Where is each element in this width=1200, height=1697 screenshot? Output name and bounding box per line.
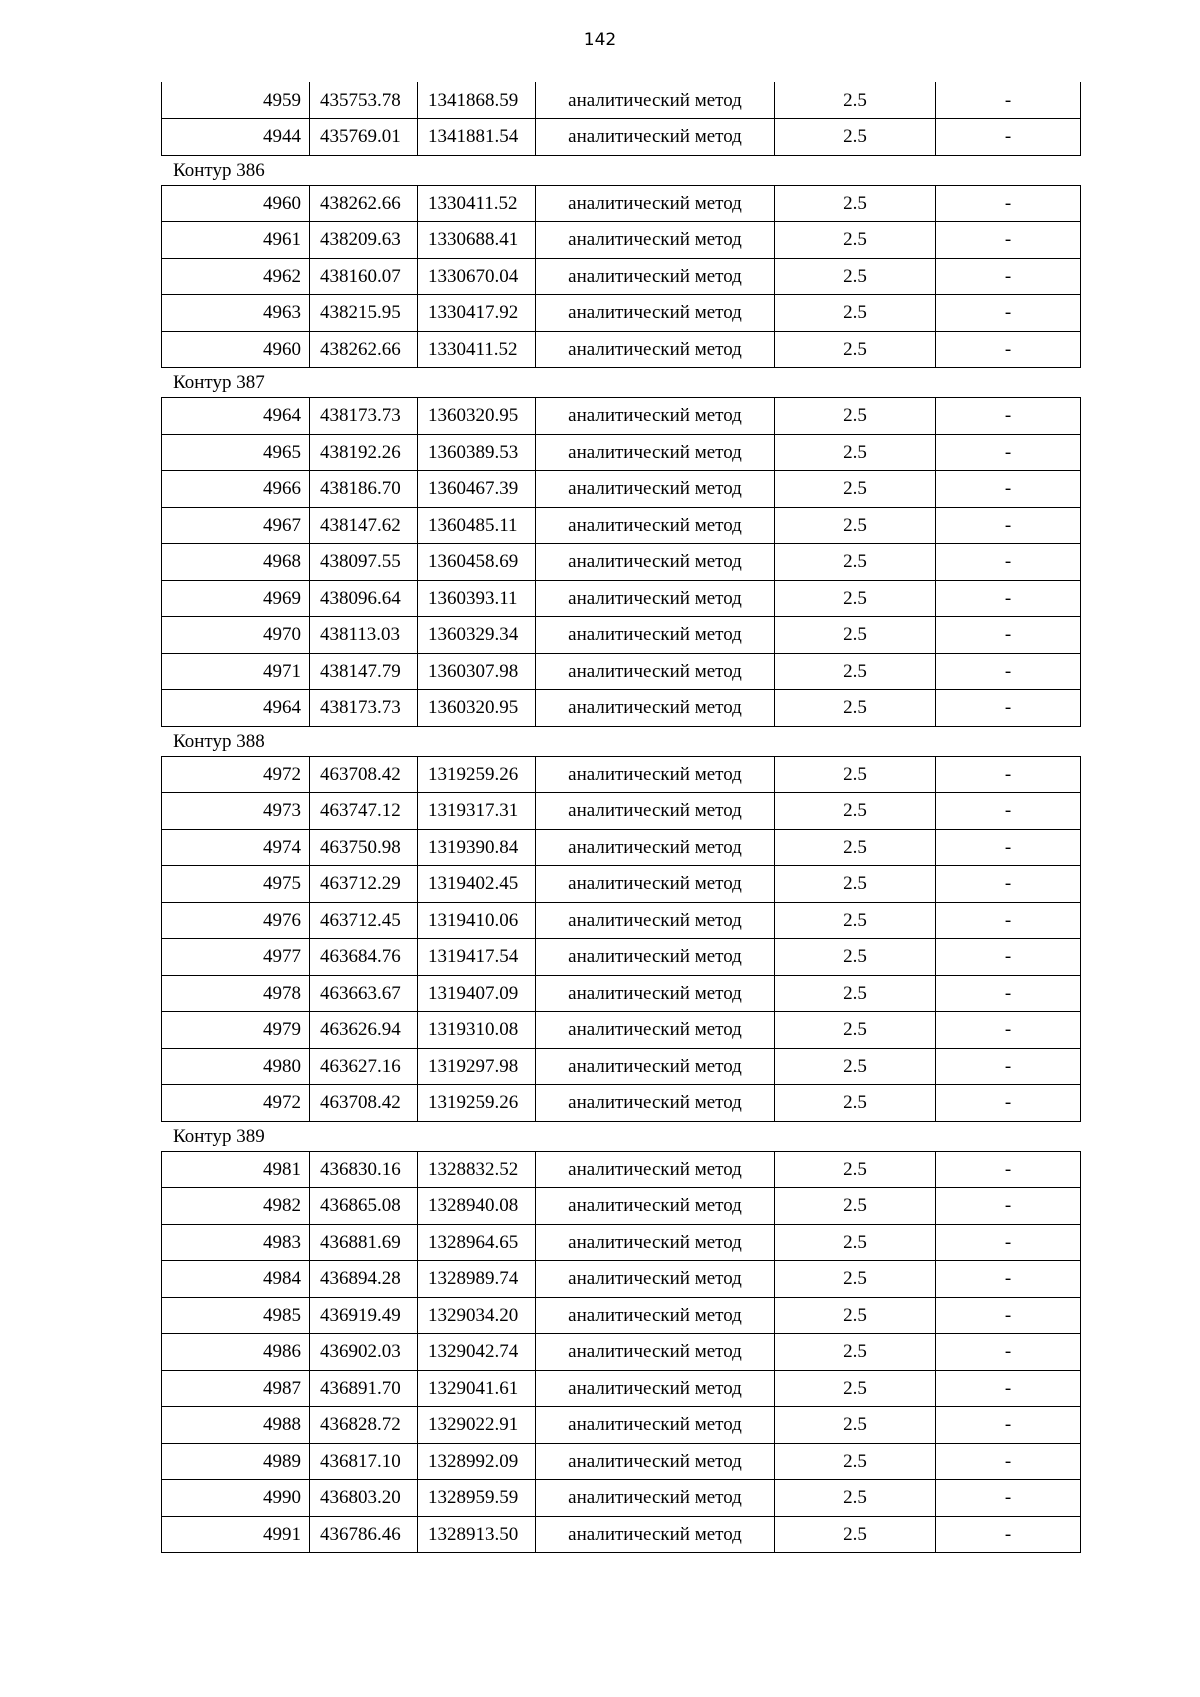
coordinate-x-cell: 463747.12	[310, 793, 418, 830]
point-number-cell: 4963	[162, 295, 310, 332]
coordinate-y-cell: 1319390.84	[418, 829, 536, 866]
coordinate-x-cell: 436891.70	[310, 1370, 418, 1407]
method-cell: аналитический метод	[536, 653, 775, 690]
table-row	[162, 471, 1081, 508]
accuracy-cell: 2.5	[775, 793, 936, 830]
coordinate-y-cell: 1328940.08	[418, 1188, 536, 1225]
note-cell: -	[936, 82, 1081, 119]
coordinate-x-cell: 438262.66	[310, 331, 418, 368]
coordinate-x-cell: 435769.01	[310, 119, 418, 156]
table-row	[162, 1370, 1081, 1407]
accuracy-cell: 2.5	[775, 471, 936, 508]
accuracy-cell: 2.5	[775, 434, 936, 471]
table-row	[162, 1480, 1081, 1517]
method-cell: аналитический метод	[536, 331, 775, 368]
contour-label: Контур 389	[173, 1125, 265, 1147]
accuracy-cell: 2.5	[775, 1370, 936, 1407]
coordinate-x-cell: 463750.98	[310, 829, 418, 866]
note-cell: -	[936, 1370, 1081, 1407]
coordinate-y-cell: 1360467.39	[418, 471, 536, 508]
coordinate-x-cell: 463708.42	[310, 756, 418, 793]
table-row	[162, 1151, 1081, 1188]
method-cell: аналитический метод	[536, 471, 775, 508]
method-cell: аналитический метод	[536, 793, 775, 830]
table-row	[162, 398, 1081, 435]
method-cell: аналитический метод	[536, 507, 775, 544]
coordinates-table	[161, 397, 1081, 727]
coordinate-x-cell: 436803.20	[310, 1480, 418, 1517]
coordinate-x-cell: 438160.07	[310, 258, 418, 295]
method-cell: аналитический метод	[536, 1085, 775, 1122]
point-number-cell: 4972	[162, 756, 310, 793]
note-cell: -	[936, 119, 1081, 156]
coordinate-y-cell: 1360320.95	[418, 690, 536, 727]
accuracy-cell: 2.5	[775, 653, 936, 690]
coordinate-x-cell: 463708.42	[310, 1085, 418, 1122]
point-number-cell: 4944	[162, 119, 310, 156]
accuracy-cell: 2.5	[775, 975, 936, 1012]
note-cell: -	[936, 331, 1081, 368]
note-cell: -	[936, 829, 1081, 866]
table-row	[162, 690, 1081, 727]
coordinate-x-cell: 463627.16	[310, 1048, 418, 1085]
note-cell: -	[936, 580, 1081, 617]
accuracy-cell: 2.5	[775, 580, 936, 617]
accuracy-cell: 2.5	[775, 398, 936, 435]
table-row	[162, 1188, 1081, 1225]
point-number-cell: 4969	[162, 580, 310, 617]
coordinates-table	[161, 185, 1081, 369]
accuracy-cell: 2.5	[775, 544, 936, 581]
contour-label: Контур 387	[173, 372, 265, 393]
table-row	[162, 829, 1081, 866]
note-cell: -	[936, 507, 1081, 544]
point-number-cell: 4961	[162, 222, 310, 259]
accuracy-cell: 2.5	[775, 258, 936, 295]
coordinate-x-cell: 438096.64	[310, 580, 418, 617]
accuracy-cell: 2.5	[775, 119, 936, 156]
note-cell: -	[936, 222, 1081, 259]
accuracy-cell: 2.5	[775, 82, 936, 119]
method-cell: аналитический метод	[536, 939, 775, 976]
method-cell: аналитический метод	[536, 1443, 775, 1480]
method-cell: аналитический метод	[536, 1480, 775, 1517]
note-cell: -	[936, 866, 1081, 903]
method-cell: аналитический метод	[536, 1261, 775, 1298]
note-cell: -	[936, 434, 1081, 471]
coordinate-x-cell: 438147.79	[310, 653, 418, 690]
note-cell: -	[936, 902, 1081, 939]
contour-label: Контур 388	[173, 730, 265, 752]
method-cell: аналитический метод	[536, 1012, 775, 1049]
accuracy-cell: 2.5	[775, 1297, 936, 1334]
coordinate-x-cell: 436817.10	[310, 1443, 418, 1480]
coordinate-x-cell: 436881.69	[310, 1224, 418, 1261]
coordinate-y-cell: 1330688.41	[418, 222, 536, 259]
point-number-cell: 4964	[162, 690, 310, 727]
coordinate-y-cell: 1329041.61	[418, 1370, 536, 1407]
note-cell: -	[936, 1297, 1081, 1334]
point-number-cell: 4964	[162, 398, 310, 435]
coordinate-x-cell: 438173.73	[310, 690, 418, 727]
point-number-cell: 4980	[162, 1048, 310, 1085]
table-row	[162, 295, 1081, 332]
point-number-cell: 4987	[162, 1370, 310, 1407]
note-cell: -	[936, 793, 1081, 830]
point-number-cell: 4981	[162, 1151, 310, 1188]
table-row	[162, 617, 1081, 654]
table-row	[162, 902, 1081, 939]
coordinate-x-cell: 436865.08	[310, 1188, 418, 1225]
coordinate-y-cell: 1319259.26	[418, 1085, 536, 1122]
table-row	[162, 866, 1081, 903]
coordinates-table	[161, 1151, 1081, 1554]
coordinate-y-cell: 1341868.59	[418, 82, 536, 119]
coordinate-x-cell: 463684.76	[310, 939, 418, 976]
contour-label: Контур 386	[173, 159, 265, 181]
table-row	[162, 544, 1081, 581]
coordinate-y-cell: 1341881.54	[418, 119, 536, 156]
point-number-cell: 4974	[162, 829, 310, 866]
coordinate-y-cell: 1319402.45	[418, 866, 536, 903]
method-cell: аналитический метод	[536, 690, 775, 727]
accuracy-cell: 2.5	[775, 939, 936, 976]
table-row	[162, 185, 1081, 222]
coordinates-table	[161, 756, 1081, 1122]
note-cell: -	[936, 258, 1081, 295]
coordinate-x-cell: 463626.94	[310, 1012, 418, 1049]
method-cell: аналитический метод	[536, 1334, 775, 1371]
point-number-cell: 4968	[162, 544, 310, 581]
table-row	[162, 653, 1081, 690]
point-number-cell: 4960	[162, 185, 310, 222]
note-cell: -	[936, 1334, 1081, 1371]
accuracy-cell: 2.5	[775, 1516, 936, 1553]
note-cell: -	[936, 1188, 1081, 1225]
coordinate-y-cell: 1319417.54	[418, 939, 536, 976]
coordinate-x-cell: 436828.72	[310, 1407, 418, 1444]
table-row	[162, 507, 1081, 544]
coordinate-x-cell: 436902.03	[310, 1334, 418, 1371]
coordinate-x-cell: 438173.73	[310, 398, 418, 435]
accuracy-cell: 2.5	[775, 1480, 936, 1517]
method-cell: аналитический метод	[536, 258, 775, 295]
note-cell: -	[936, 1048, 1081, 1085]
method-cell: аналитический метод	[536, 1297, 775, 1334]
coordinate-y-cell: 1360485.11	[418, 507, 536, 544]
table-row	[162, 434, 1081, 471]
method-cell: аналитический метод	[536, 1224, 775, 1261]
method-cell: аналитический метод	[536, 580, 775, 617]
method-cell: аналитический метод	[536, 866, 775, 903]
point-number-cell: 4979	[162, 1012, 310, 1049]
coordinate-y-cell: 1329022.91	[418, 1407, 536, 1444]
method-cell: аналитический метод	[536, 544, 775, 581]
coordinate-x-cell: 438215.95	[310, 295, 418, 332]
note-cell: -	[936, 295, 1081, 332]
coordinate-y-cell: 1319317.31	[418, 793, 536, 830]
point-number-cell: 4984	[162, 1261, 310, 1298]
coordinate-y-cell: 1328964.65	[418, 1224, 536, 1261]
coordinate-x-cell: 438186.70	[310, 471, 418, 508]
note-cell: -	[936, 1012, 1081, 1049]
coordinate-y-cell: 1319310.08	[418, 1012, 536, 1049]
point-number-cell: 4962	[162, 258, 310, 295]
coordinate-x-cell: 436919.49	[310, 1297, 418, 1334]
table-row	[162, 222, 1081, 259]
method-cell: аналитический метод	[536, 185, 775, 222]
coordinate-y-cell: 1328832.52	[418, 1151, 536, 1188]
method-cell: аналитический метод	[536, 119, 775, 156]
table-row	[162, 1334, 1081, 1371]
table-row	[162, 1443, 1081, 1480]
point-number-cell: 4973	[162, 793, 310, 830]
point-number-cell: 4970	[162, 617, 310, 654]
table-row	[162, 1297, 1081, 1334]
note-cell: -	[936, 756, 1081, 793]
note-cell: -	[936, 1224, 1081, 1261]
coordinate-x-cell: 463712.29	[310, 866, 418, 903]
point-number-cell: 4977	[162, 939, 310, 976]
note-cell: -	[936, 617, 1081, 654]
note-cell: -	[936, 653, 1081, 690]
point-number-cell: 4971	[162, 653, 310, 690]
coordinate-y-cell: 1330417.92	[418, 295, 536, 332]
method-cell: аналитический метод	[536, 1151, 775, 1188]
accuracy-cell: 2.5	[775, 1012, 936, 1049]
table-row	[162, 1048, 1081, 1085]
note-cell: -	[936, 975, 1081, 1012]
coordinate-x-cell: 438147.62	[310, 507, 418, 544]
document-body	[161, 82, 1080, 1553]
coordinate-y-cell: 1360458.69	[418, 544, 536, 581]
table-row	[162, 82, 1081, 119]
coordinate-y-cell: 1329034.20	[418, 1297, 536, 1334]
coordinates-table	[161, 82, 1081, 156]
accuracy-cell: 2.5	[775, 866, 936, 903]
coordinate-y-cell: 1360389.53	[418, 434, 536, 471]
point-number-cell: 4985	[162, 1297, 310, 1334]
table-row	[162, 1085, 1081, 1122]
method-cell: аналитический метод	[536, 975, 775, 1012]
table-row	[162, 1407, 1081, 1444]
table-row	[162, 975, 1081, 1012]
coordinate-x-cell: 436830.16	[310, 1151, 418, 1188]
coordinate-x-cell: 438113.03	[310, 617, 418, 654]
note-cell: -	[936, 1085, 1081, 1122]
point-number-cell: 4960	[162, 331, 310, 368]
table-row	[162, 258, 1081, 295]
coordinate-x-cell: 438192.26	[310, 434, 418, 471]
point-number-cell: 4975	[162, 866, 310, 903]
coordinate-y-cell: 1330411.52	[418, 185, 536, 222]
note-cell: -	[936, 1261, 1081, 1298]
note-cell: -	[936, 1443, 1081, 1480]
table-row	[162, 1261, 1081, 1298]
point-number-cell: 4959	[162, 82, 310, 119]
coordinate-y-cell: 1328989.74	[418, 1261, 536, 1298]
method-cell: аналитический метод	[536, 1407, 775, 1444]
table-row	[162, 1224, 1081, 1261]
accuracy-cell: 2.5	[775, 617, 936, 654]
note-cell: -	[936, 471, 1081, 508]
method-cell: аналитический метод	[536, 1188, 775, 1225]
point-number-cell: 4982	[162, 1188, 310, 1225]
table-row	[162, 1012, 1081, 1049]
table-row	[162, 1516, 1081, 1553]
note-cell: -	[936, 544, 1081, 581]
point-number-cell: 4986	[162, 1334, 310, 1371]
coordinate-x-cell: 436786.46	[310, 1516, 418, 1553]
point-number-cell: 4983	[162, 1224, 310, 1261]
coordinate-y-cell: 1328959.59	[418, 1480, 536, 1517]
accuracy-cell: 2.5	[775, 1048, 936, 1085]
accuracy-cell: 2.5	[775, 829, 936, 866]
point-number-cell: 4991	[162, 1516, 310, 1553]
method-cell: аналитический метод	[536, 829, 775, 866]
point-number-cell: 4990	[162, 1480, 310, 1517]
coordinate-x-cell: 438262.66	[310, 185, 418, 222]
method-cell: аналитический метод	[536, 1370, 775, 1407]
point-number-cell: 4966	[162, 471, 310, 508]
coordinate-x-cell: 463663.67	[310, 975, 418, 1012]
accuracy-cell: 2.5	[775, 295, 936, 332]
note-cell: -	[936, 690, 1081, 727]
note-cell: -	[936, 1516, 1081, 1553]
method-cell: аналитический метод	[536, 82, 775, 119]
method-cell: аналитический метод	[536, 398, 775, 435]
accuracy-cell: 2.5	[775, 1261, 936, 1298]
method-cell: аналитический метод	[536, 617, 775, 654]
coordinate-y-cell: 1330670.04	[418, 258, 536, 295]
note-cell: -	[936, 185, 1081, 222]
coordinate-y-cell: 1360320.95	[418, 398, 536, 435]
point-number-cell: 4976	[162, 902, 310, 939]
point-number-cell: 4965	[162, 434, 310, 471]
page-number: 142	[583, 30, 617, 50]
note-cell: -	[936, 1480, 1081, 1517]
coordinate-y-cell: 1319259.26	[418, 756, 536, 793]
coordinate-x-cell: 438209.63	[310, 222, 418, 259]
method-cell: аналитический метод	[536, 902, 775, 939]
accuracy-cell: 2.5	[775, 185, 936, 222]
coordinate-x-cell: 463712.45	[310, 902, 418, 939]
point-number-cell: 4967	[162, 507, 310, 544]
table-row	[162, 939, 1081, 976]
coordinate-y-cell: 1328913.50	[418, 1516, 536, 1553]
accuracy-cell: 2.5	[775, 331, 936, 368]
method-cell: аналитический метод	[536, 1516, 775, 1553]
coordinate-y-cell: 1360393.11	[418, 580, 536, 617]
coordinate-x-cell: 436894.28	[310, 1261, 418, 1298]
table-row	[162, 756, 1081, 793]
coordinate-y-cell: 1330411.52	[418, 331, 536, 368]
coordinate-x-cell: 438097.55	[310, 544, 418, 581]
coordinate-y-cell: 1328992.09	[418, 1443, 536, 1480]
table-row	[162, 793, 1081, 830]
accuracy-cell: 2.5	[775, 507, 936, 544]
coordinate-y-cell: 1329042.74	[418, 1334, 536, 1371]
point-number-cell: 4972	[162, 1085, 310, 1122]
method-cell: аналитический метод	[536, 434, 775, 471]
accuracy-cell: 2.5	[775, 1085, 936, 1122]
coordinate-y-cell: 1319407.09	[418, 975, 536, 1012]
coordinate-y-cell: 1360329.34	[418, 617, 536, 654]
method-cell: аналитический метод	[536, 295, 775, 332]
coordinate-y-cell: 1319297.98	[418, 1048, 536, 1085]
coordinate-y-cell: 1319410.06	[418, 902, 536, 939]
method-cell: аналитический метод	[536, 756, 775, 793]
note-cell: -	[936, 1151, 1081, 1188]
accuracy-cell: 2.5	[775, 1443, 936, 1480]
accuracy-cell: 2.5	[775, 1224, 936, 1261]
note-cell: -	[936, 398, 1081, 435]
accuracy-cell: 2.5	[775, 1151, 936, 1188]
point-number-cell: 4989	[162, 1443, 310, 1480]
note-cell: -	[936, 1407, 1081, 1444]
coordinate-y-cell: 1360307.98	[418, 653, 536, 690]
table-row	[162, 580, 1081, 617]
table-row	[162, 119, 1081, 156]
accuracy-cell: 2.5	[775, 1407, 936, 1444]
accuracy-cell: 2.5	[775, 1334, 936, 1371]
point-number-cell: 4988	[162, 1407, 310, 1444]
accuracy-cell: 2.5	[775, 690, 936, 727]
coordinate-x-cell: 435753.78	[310, 82, 418, 119]
accuracy-cell: 2.5	[775, 222, 936, 259]
accuracy-cell: 2.5	[775, 902, 936, 939]
point-number-cell: 4978	[162, 975, 310, 1012]
accuracy-cell: 2.5	[775, 756, 936, 793]
note-cell: -	[936, 939, 1081, 976]
method-cell: аналитический метод	[536, 1048, 775, 1085]
method-cell: аналитический метод	[536, 222, 775, 259]
table-row	[162, 331, 1081, 368]
accuracy-cell: 2.5	[775, 1188, 936, 1225]
